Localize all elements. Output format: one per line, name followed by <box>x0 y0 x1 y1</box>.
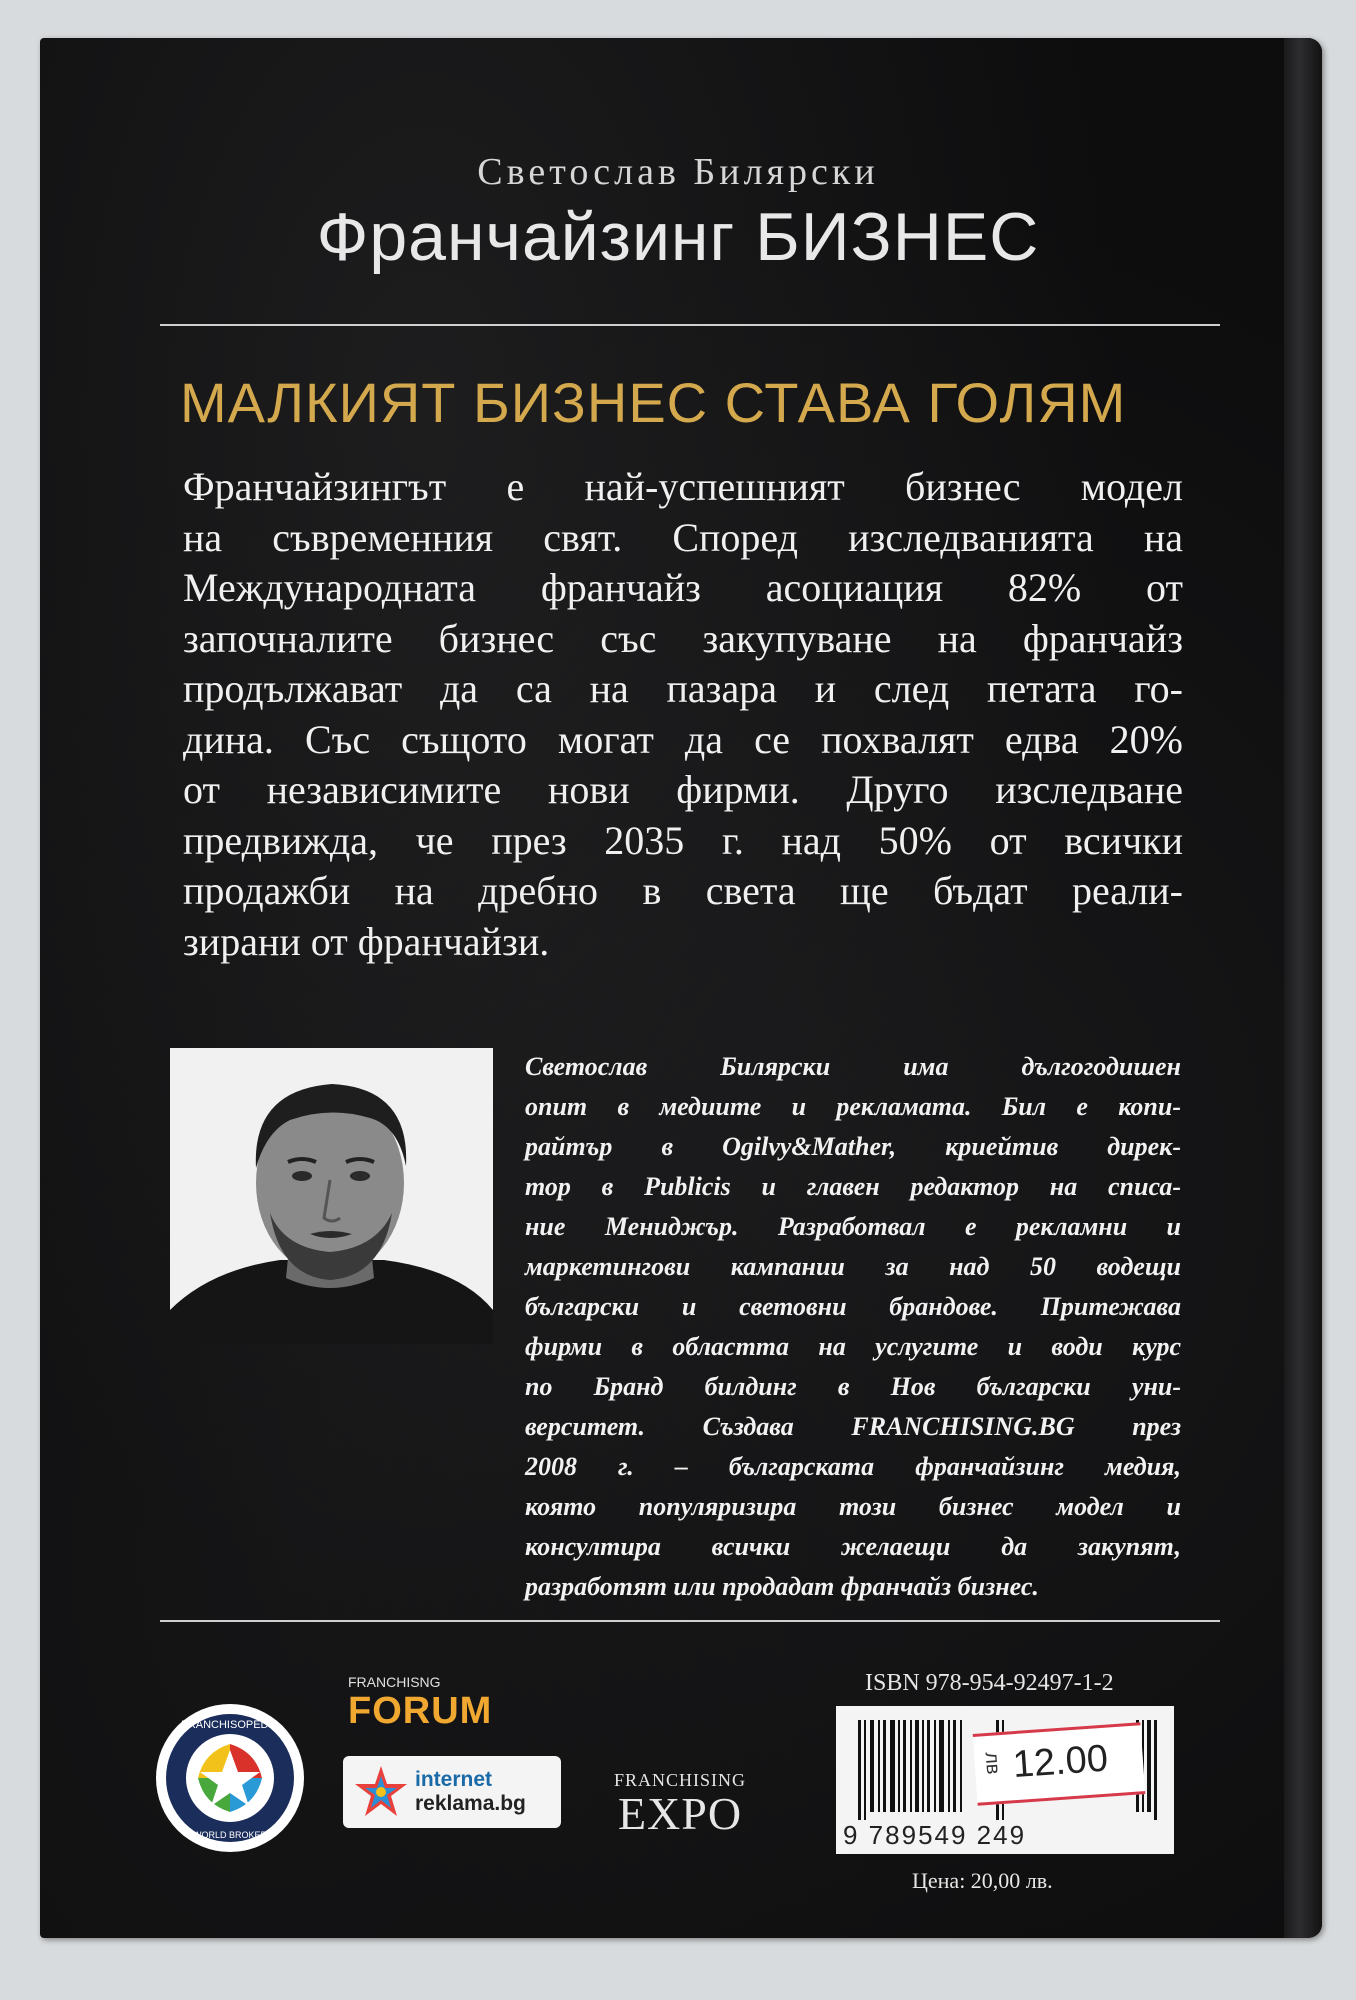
book-back-cover <box>40 38 1322 1938</box>
book-title: Франчайзинг БИЗНЕС <box>316 199 1040 275</box>
star-burst-icon <box>351 1762 411 1822</box>
price-sticker <box>973 1722 1146 1806</box>
bio-line: български и световни брандове. Притежава <box>525 1292 1181 1321</box>
forum-big-text: FORUM <box>348 1690 493 1732</box>
blurb-line: продажби на дребно в света ще бъдат реали- <box>183 868 1183 913</box>
internet-reklama-logo <box>343 1756 561 1828</box>
blurb-line: от независимите нови фирми. Друго изследване <box>183 767 1183 812</box>
author-photo <box>170 1048 493 1344</box>
franchising-expo-logo <box>600 1770 760 1837</box>
franchisopedia-top-text: FRANCHISOPEDIA <box>181 1719 279 1731</box>
bio-line: Светослав Билярски има дългогодишен <box>525 1052 1181 1081</box>
bio-line: верситет. Създава FRANCHISING.BG през <box>525 1412 1181 1441</box>
blurb-line: дина. Със същото могат да се похвалят едва 20% <box>183 716 1183 762</box>
expo-big-text: EXPO <box>617 1788 743 1839</box>
blurb-line: Международната франчайз асоциация 82% от <box>183 565 1183 610</box>
franchising-forum-logo <box>348 1674 492 1733</box>
bio-line: фирми в областта на услугите и води курс <box>525 1332 1181 1361</box>
printed-price: Цена: 20,00 лв. <box>912 1868 1053 1893</box>
franchisopedia-logo <box>152 1700 308 1856</box>
bio-line: опит в медиите и рекламата. Бил е копи- <box>525 1092 1181 1121</box>
isbn-text: ISBN 978-954-92497-1-2 <box>865 1670 1114 1696</box>
franchisopedia-bottom-text: WORLD BROKER <box>192 1830 268 1840</box>
barcode-digits: 9 789549 249 <box>843 1820 1027 1850</box>
bio-line: райтър в Ogilvy&Mather, криейтив дирек- <box>525 1132 1181 1161</box>
internet-text: internet <box>415 1768 493 1791</box>
top-divider <box>160 324 1220 326</box>
bio-line: разработят или продадат франчайз бизнес. <box>525 1572 1039 1601</box>
cover-edge <box>1284 38 1322 1938</box>
author-name: Светослав Билярски <box>477 151 879 193</box>
bio-line: която популяризира този бизнес модел и <box>525 1492 1181 1521</box>
bottom-divider <box>160 1620 1220 1622</box>
bio-line: по Бранд билдинг в Нов български уни- <box>525 1372 1181 1401</box>
blurb-line: Франчайзингът е най-успешният бизнес модел <box>183 464 1183 509</box>
bio-line: консултира всички желаещи да закупят, <box>525 1532 1181 1561</box>
reklama-text: reklama.bg <box>415 1792 526 1815</box>
blurb-line: продължават да са на пазара и след петата го- <box>183 666 1183 711</box>
blurb-line: започналите бизнес със закупуване на франчайз <box>183 615 1183 661</box>
author-portrait-image <box>170 1048 493 1344</box>
bio-line: тор в Publicis и главен редактор на списа- <box>525 1172 1181 1201</box>
book-subtitle: МАЛКИЯТ БИЗНЕС СТАВА ГОЛЯМ <box>180 371 1127 434</box>
expo-small-text: FRANCHISING <box>613 1770 747 1790</box>
forum-small-text: FRANCHISNG <box>348 1674 441 1690</box>
blurb-line: предвижда, че през 2035 г. над 50% от всички <box>183 817 1183 863</box>
sticker-price: 12.00 <box>1011 1737 1110 1787</box>
blurb-line: на съвременния свят. Според изследванията на <box>183 514 1183 560</box>
bio-line: ние Мениджър. Разработвал е рекламни и <box>525 1212 1181 1241</box>
author-bio <box>525 1047 1181 1607</box>
blurb-line: зирани от франчайзи. <box>183 918 550 964</box>
bio-line: маркетингови кампании за над 50 водещи <box>525 1252 1181 1281</box>
blurb-text <box>183 462 1183 967</box>
bio-line: 2008 г. – българската франчайзинг медия, <box>525 1452 1181 1481</box>
sticker-currency: лв <box>980 1751 1005 1776</box>
